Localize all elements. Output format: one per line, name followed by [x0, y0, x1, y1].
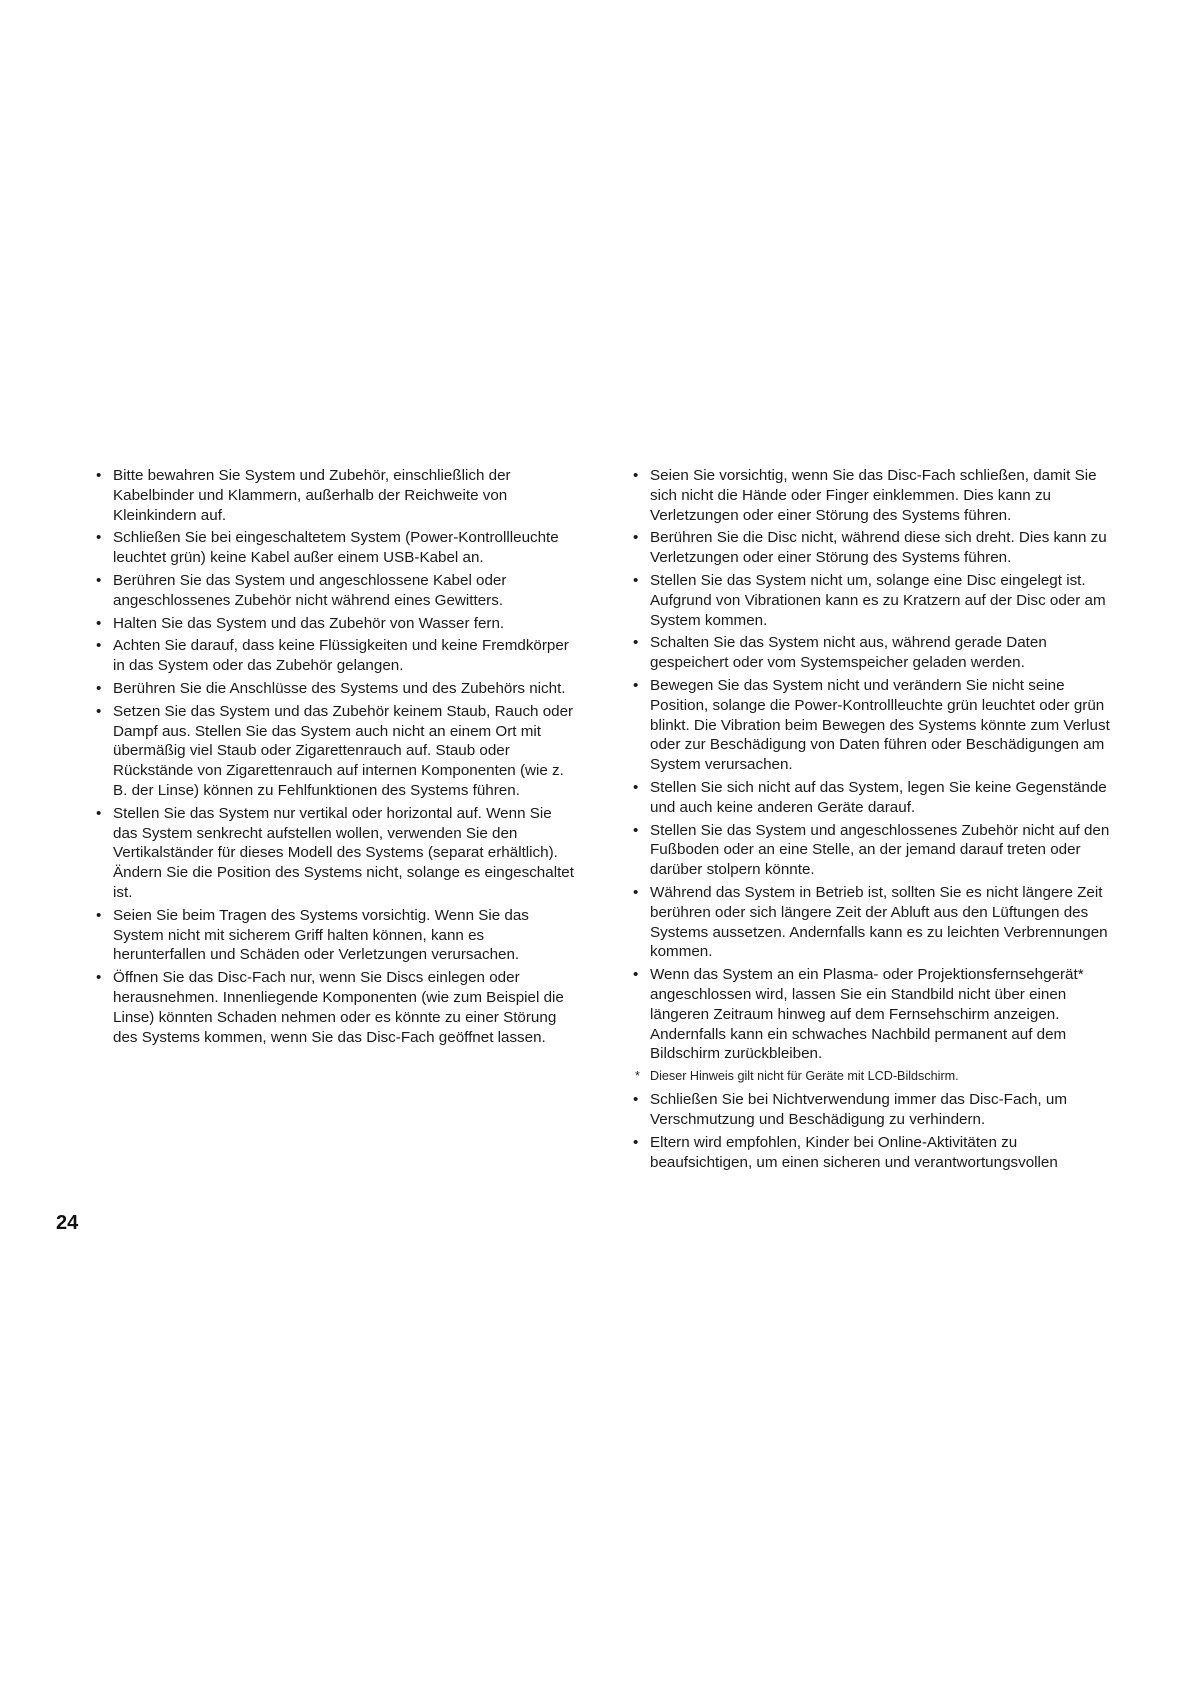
footnote-text: Dieser Hinweis gilt nicht für Geräte mit LCD-Bildschirm. [650, 1069, 959, 1084]
list-item: • Schließen Sie bei eingeschaltetem System (Power-Kontrollleuchte leuchtet grün) keine Kabel außer einem USB-Kabel an. [96, 528, 580, 568]
page-number: 24 [56, 1212, 79, 1234]
list-item: • Öffnen Sie das Disc-Fach nur, wenn Sie Discs einlegen oder herausnehmen. Innenliegende Komponenten (wie zum Beispiel die Linse) könnten Schaden nehmen oder es könnte zu einer Störung des Systems kommen, wenn Sie das Disc-Fach geöffnet lassen. [96, 968, 580, 1047]
list-item: • Wenn das System an ein Plasma- oder Projektionsfernsehgerät* angeschlossen wird, lassen Sie ein Standbild nicht über einen längeren Zeitraum hinweg auf dem Fernsehschirm anzeigen. Andernfalls kann ein schwaches Nachbild permanent auf dem Bildschirm zurückbleiben. [633, 965, 1117, 1064]
footnote [633, 1067, 1117, 1085]
right-column [633, 466, 1117, 1175]
list-item: • Stellen Sie das System nur vertikal oder horizontal auf. Wenn Sie das System senkrecht aufstellen wollen, verwenden Sie den Vertikalständer für dieses Modell des Systems (separat erhältlich). Ändern Sie die Position des Systems nicht, solange es eingeschaltet ist. [96, 804, 580, 903]
list-item: • Eltern wird empfohlen, Kinder bei Online-Aktivitäten zu beaufsichtigen, um einen sicheren und verantwortungsvollen [633, 1133, 1117, 1173]
list-item: • Bitte bewahren Sie System und Zubehör, einschließlich der Kabelbinder und Klammern, außerhalb der Reichweite von Kleinkindern auf. [96, 466, 580, 525]
list-item: • Stellen Sie sich nicht auf das System, legen Sie keine Gegenstände und auch keine anderen Geräte darauf. [633, 778, 1117, 818]
list-item: • Stellen Sie das System nicht um, solange eine Disc eingelegt ist. Aufgrund von Vibrationen kann es zu Kratzern auf der Disc oder am System kommen. [633, 571, 1117, 630]
list-item: • Seien Sie beim Tragen des Systems vorsichtig. Wenn Sie das System nicht mit sicherem Griff halten können, kann es herunterfallen und Schäden oder Verletzungen verursachen. [96, 906, 580, 965]
list-item: • Halten Sie das System und das Zubehör von Wasser fern. [96, 614, 580, 634]
left-column [96, 466, 580, 1050]
list-item: • Achten Sie darauf, dass keine Flüssigkeiten und keine Fremdkörper in das System oder das Zubehör gelangen. [96, 636, 580, 676]
list-item: • Während das System in Betrieb ist, sollten Sie es nicht längere Zeit berühren oder sich längere Zeit der Abluft aus den Lüftungen des Systems aussetzen. Andernfalls kann es zu leichten Verbrennungen kommen. [633, 883, 1117, 962]
list-item: • Seien Sie vorsichtig, wenn Sie das Disc-Fach schließen, damit Sie sich nicht die Hände oder Finger einklemmen. Dies kann zu Verletzungen oder einer Störung des Systems führen. [633, 466, 1117, 525]
list-item: • Berühren Sie die Anschlüsse des Systems und des Zubehörs nicht. [96, 679, 580, 699]
list-item: • Berühren Sie das System und angeschlossene Kabel oder angeschlossenes Zubehör nicht während eines Gewitters. [96, 571, 580, 611]
list-item: • Berühren Sie die Disc nicht, während diese sich dreht. Dies kann zu Verletzungen oder einer Störung des Systems führen. [633, 528, 1117, 568]
list-item: • Bewegen Sie das System nicht und verändern Sie nicht seine Position, solange die Power-Kontrollleuchte grün leuchtet oder grün blinkt. Die Vibration beim Bewegen des Systems könnte zum Verlust oder zur Beschädigung von Daten führen oder Beschädigungen am System verursachen. [633, 676, 1117, 775]
list-item: • Stellen Sie das System und angeschlossenes Zubehör nicht auf den Fußboden oder an eine Stelle, an der jemand darauf treten oder darüber stolpern könnte. [633, 821, 1117, 880]
list-item: • Schließen Sie bei Nichtverwendung immer das Disc-Fach, um Verschmutzung und Beschädigung zu verhindern. [633, 1090, 1117, 1130]
list-item: • Schalten Sie das System nicht aus, während gerade Daten gespeichert oder vom Systemspeicher geladen werden. [633, 633, 1117, 673]
footnote-mark: * [635, 1069, 640, 1084]
list-item: • Setzen Sie das System und das Zubehör keinem Staub, Rauch oder Dampf aus. Stellen Sie das System auch nicht an einem Ort mit übermäßig viel Staub oder Zigarettenrauch auf. Staub oder Rückstände von Zigarettenrauch auf internen Komponenten (wie z. B. der Linse) können zu Fehlfunktionen des Systems führen. [96, 702, 580, 801]
